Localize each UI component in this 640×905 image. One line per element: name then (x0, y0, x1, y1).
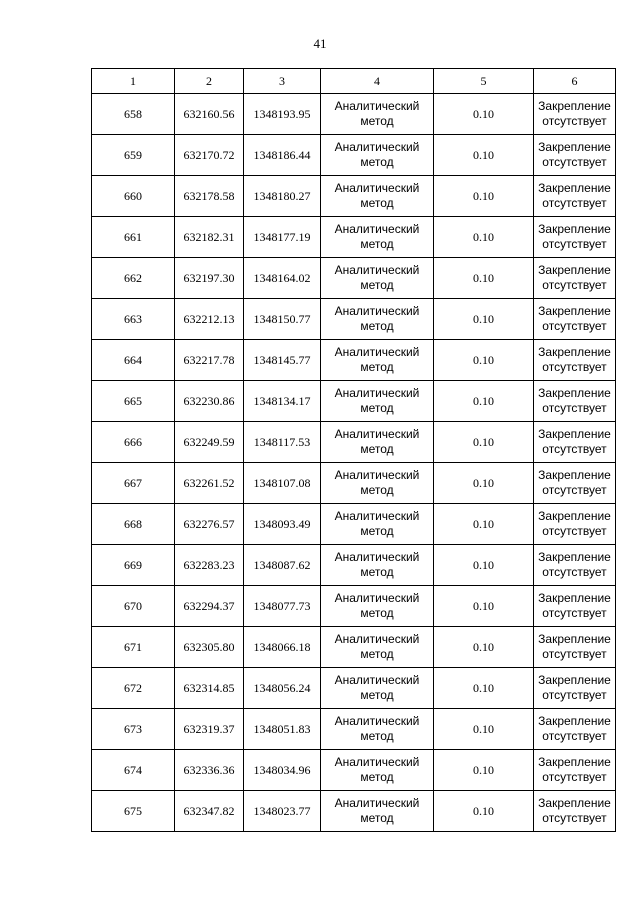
coordinate-y: 1348056.24 (244, 668, 321, 709)
method-line-2: метод (360, 524, 394, 538)
column-header-4: 4 (321, 69, 434, 94)
accuracy-value: 0.10 (434, 750, 534, 791)
table-row (92, 504, 616, 545)
fixation-line-1: Закрепление (538, 509, 611, 523)
coordinate-x: 632319.37 (175, 709, 244, 750)
method-line-2: метод (360, 114, 394, 128)
accuracy-value: 0.10 (434, 668, 534, 709)
fixation-description (534, 627, 616, 668)
method-line-2: метод (360, 688, 394, 702)
determination-method (321, 627, 434, 668)
table-row (92, 135, 616, 176)
coordinate-y: 1348066.18 (244, 627, 321, 668)
coordinate-x: 632178.58 (175, 176, 244, 217)
point-number: 662 (92, 258, 175, 299)
point-number: 659 (92, 135, 175, 176)
coordinate-y: 1348180.27 (244, 176, 321, 217)
fixation-description (534, 340, 616, 381)
fixation-line-1: Закрепление (538, 796, 611, 810)
determination-method (321, 791, 434, 832)
page-number: 41 (313, 36, 327, 51)
method-line-1: Аналитический (334, 591, 420, 605)
fixation-line-1: Закрепление (538, 386, 611, 400)
fixation-line-2: отсутствует (542, 811, 607, 825)
method-line-1: Аналитический (334, 386, 420, 400)
coordinate-y: 1348193.95 (244, 94, 321, 135)
table-row (92, 176, 616, 217)
coordinate-x: 632182.31 (175, 217, 244, 258)
accuracy-value: 0.10 (434, 545, 534, 586)
method-line-2: метод (360, 278, 394, 292)
method-line-1: Аналитический (334, 222, 420, 236)
fixation-line-2: отсутствует (542, 688, 607, 702)
method-line-2: метод (360, 155, 394, 169)
accuracy-value: 0.10 (434, 381, 534, 422)
method-line-2: метод (360, 606, 394, 620)
column-header-5: 5 (434, 69, 534, 94)
point-number: 661 (92, 217, 175, 258)
table-row (92, 299, 616, 340)
fixation-line-1: Закрепление (538, 99, 611, 113)
method-line-2: метод (360, 196, 394, 210)
fixation-line-1: Закрепление (538, 181, 611, 195)
coordinate-x: 632249.59 (175, 422, 244, 463)
fixation-line-2: отсутствует (542, 155, 607, 169)
coordinate-x: 632294.37 (175, 586, 244, 627)
accuracy-value: 0.10 (434, 299, 534, 340)
method-line-2: метод (360, 360, 394, 374)
fixation-description (534, 463, 616, 504)
coordinate-y: 1348177.19 (244, 217, 321, 258)
accuracy-value: 0.10 (434, 504, 534, 545)
fixation-line-2: отсутствует (542, 729, 607, 743)
table-row (92, 586, 616, 627)
coordinate-x: 632261.52 (175, 463, 244, 504)
coordinate-x: 632160.56 (175, 94, 244, 135)
determination-method (321, 709, 434, 750)
determination-method (321, 217, 434, 258)
coordinate-y: 1348087.62 (244, 545, 321, 586)
table-row (92, 627, 616, 668)
determination-method (321, 94, 434, 135)
accuracy-value: 0.10 (434, 94, 534, 135)
fixation-line-2: отсутствует (542, 606, 607, 620)
fixation-line-2: отсутствует (542, 442, 607, 456)
method-line-2: метод (360, 729, 394, 743)
coordinate-x: 632170.72 (175, 135, 244, 176)
method-line-1: Аналитический (334, 304, 420, 318)
coordinate-y: 1348034.96 (244, 750, 321, 791)
fixation-description (534, 94, 616, 135)
point-number: 664 (92, 340, 175, 381)
method-line-2: метод (360, 565, 394, 579)
table-header-row (92, 69, 616, 94)
point-number: 670 (92, 586, 175, 627)
coordinate-y: 1348117.53 (244, 422, 321, 463)
column-header-3: 3 (244, 69, 321, 94)
coordinate-x: 632314.85 (175, 668, 244, 709)
coordinate-y: 1348186.44 (244, 135, 321, 176)
point-number: 668 (92, 504, 175, 545)
accuracy-value: 0.10 (434, 258, 534, 299)
accuracy-value: 0.10 (434, 586, 534, 627)
method-line-1: Аналитический (334, 632, 420, 646)
point-number: 667 (92, 463, 175, 504)
fixation-description (534, 668, 616, 709)
method-line-1: Аналитический (334, 714, 420, 728)
fixation-description (534, 135, 616, 176)
coordinate-x: 632283.23 (175, 545, 244, 586)
method-line-1: Аналитический (334, 99, 420, 113)
coordinate-x: 632217.78 (175, 340, 244, 381)
column-header-2: 2 (175, 69, 244, 94)
fixation-line-2: отсутствует (542, 196, 607, 210)
method-line-2: метод (360, 319, 394, 333)
fixation-description (534, 217, 616, 258)
column-header-1: 1 (92, 69, 175, 94)
fixation-description (534, 176, 616, 217)
coordinate-y: 1348051.83 (244, 709, 321, 750)
method-line-1: Аналитический (334, 263, 420, 277)
accuracy-value: 0.10 (434, 217, 534, 258)
determination-method (321, 258, 434, 299)
coordinate-y: 1348150.77 (244, 299, 321, 340)
table-row (92, 668, 616, 709)
determination-method (321, 463, 434, 504)
fixation-line-1: Закрепление (538, 345, 611, 359)
accuracy-value: 0.10 (434, 176, 534, 217)
method-line-1: Аналитический (334, 427, 420, 441)
fixation-line-2: отсутствует (542, 524, 607, 538)
determination-method (321, 176, 434, 217)
method-line-2: метод (360, 237, 394, 251)
coordinate-y: 1348107.08 (244, 463, 321, 504)
fixation-line-1: Закрепление (538, 140, 611, 154)
coordinate-y: 1348164.02 (244, 258, 321, 299)
method-line-1: Аналитический (334, 345, 420, 359)
accuracy-value: 0.10 (434, 709, 534, 750)
determination-method (321, 422, 434, 463)
determination-method (321, 668, 434, 709)
fixation-line-2: отсутствует (542, 565, 607, 579)
method-line-2: метод (360, 401, 394, 415)
coordinate-x: 632197.30 (175, 258, 244, 299)
point-number: 671 (92, 627, 175, 668)
point-number: 666 (92, 422, 175, 463)
accuracy-value: 0.10 (434, 340, 534, 381)
accuracy-value: 0.10 (434, 791, 534, 832)
determination-method (321, 586, 434, 627)
fixation-line-1: Закрепление (538, 755, 611, 769)
fixation-line-1: Закрепление (538, 632, 611, 646)
fixation-description (534, 299, 616, 340)
table-row (92, 381, 616, 422)
coordinate-x: 632212.13 (175, 299, 244, 340)
fixation-description (534, 750, 616, 791)
fixation-description (534, 545, 616, 586)
determination-method (321, 750, 434, 791)
point-number: 660 (92, 176, 175, 217)
fixation-description (534, 586, 616, 627)
fixation-line-2: отсутствует (542, 278, 607, 292)
table-row (92, 791, 616, 832)
determination-method (321, 135, 434, 176)
fixation-line-2: отсутствует (542, 237, 607, 251)
fixation-description (534, 709, 616, 750)
fixation-description (534, 381, 616, 422)
determination-method (321, 381, 434, 422)
method-line-1: Аналитический (334, 468, 420, 482)
method-line-2: метод (360, 770, 394, 784)
table-row (92, 750, 616, 791)
point-number: 675 (92, 791, 175, 832)
fixation-line-1: Закрепление (538, 591, 611, 605)
fixation-line-1: Закрепление (538, 263, 611, 277)
table-row (92, 94, 616, 135)
fixation-line-1: Закрепление (538, 673, 611, 687)
coordinate-y: 1348093.49 (244, 504, 321, 545)
accuracy-value: 0.10 (434, 422, 534, 463)
determination-method (321, 299, 434, 340)
method-line-2: метод (360, 483, 394, 497)
coordinate-x: 632347.82 (175, 791, 244, 832)
fixation-line-1: Закрепление (538, 304, 611, 318)
method-line-2: метод (360, 811, 394, 825)
method-line-1: Аналитический (334, 509, 420, 523)
fixation-line-1: Закрепление (538, 222, 611, 236)
fixation-line-2: отсутствует (542, 360, 607, 374)
table-row (92, 217, 616, 258)
determination-method (321, 340, 434, 381)
fixation-description (534, 258, 616, 299)
fixation-line-2: отсутствует (542, 319, 607, 333)
method-line-1: Аналитический (334, 755, 420, 769)
accuracy-value: 0.10 (434, 463, 534, 504)
fixation-line-2: отсутствует (542, 647, 607, 661)
determination-method (321, 504, 434, 545)
table-row (92, 340, 616, 381)
fixation-line-1: Закрепление (538, 550, 611, 564)
coordinate-x: 632276.57 (175, 504, 244, 545)
fixation-description (534, 504, 616, 545)
table-row (92, 258, 616, 299)
accuracy-value: 0.10 (434, 627, 534, 668)
fixation-line-1: Закрепление (538, 714, 611, 728)
method-line-2: метод (360, 647, 394, 661)
fixation-line-2: отсутствует (542, 114, 607, 128)
fixation-line-2: отсутствует (542, 401, 607, 415)
point-number: 674 (92, 750, 175, 791)
coordinate-y: 1348134.17 (244, 381, 321, 422)
method-line-1: Аналитический (334, 673, 420, 687)
table-body (92, 94, 616, 832)
coordinate-x: 632230.86 (175, 381, 244, 422)
table-row (92, 545, 616, 586)
determination-method (321, 545, 434, 586)
fixation-description (534, 791, 616, 832)
fixation-line-2: отсутствует (542, 770, 607, 784)
method-line-1: Аналитический (334, 140, 420, 154)
method-line-1: Аналитический (334, 181, 420, 195)
accuracy-value: 0.10 (434, 135, 534, 176)
coordinate-x: 632305.80 (175, 627, 244, 668)
coordinate-y: 1348023.77 (244, 791, 321, 832)
coordinate-x: 632336.36 (175, 750, 244, 791)
table-row (92, 709, 616, 750)
point-number: 665 (92, 381, 175, 422)
fixation-line-1: Закрепление (538, 468, 611, 482)
table-row (92, 463, 616, 504)
method-line-1: Аналитический (334, 796, 420, 810)
point-number: 658 (92, 94, 175, 135)
point-number: 669 (92, 545, 175, 586)
point-number: 672 (92, 668, 175, 709)
coordinate-y: 1348077.73 (244, 586, 321, 627)
method-line-2: метод (360, 442, 394, 456)
coordinate-y: 1348145.77 (244, 340, 321, 381)
point-number: 663 (92, 299, 175, 340)
method-line-1: Аналитический (334, 550, 420, 564)
column-header-6: 6 (534, 69, 616, 94)
coordinates-table (91, 68, 616, 832)
fixation-line-2: отсутствует (542, 483, 607, 497)
fixation-line-1: Закрепление (538, 427, 611, 441)
point-number: 673 (92, 709, 175, 750)
fixation-description (534, 422, 616, 463)
table-row (92, 422, 616, 463)
